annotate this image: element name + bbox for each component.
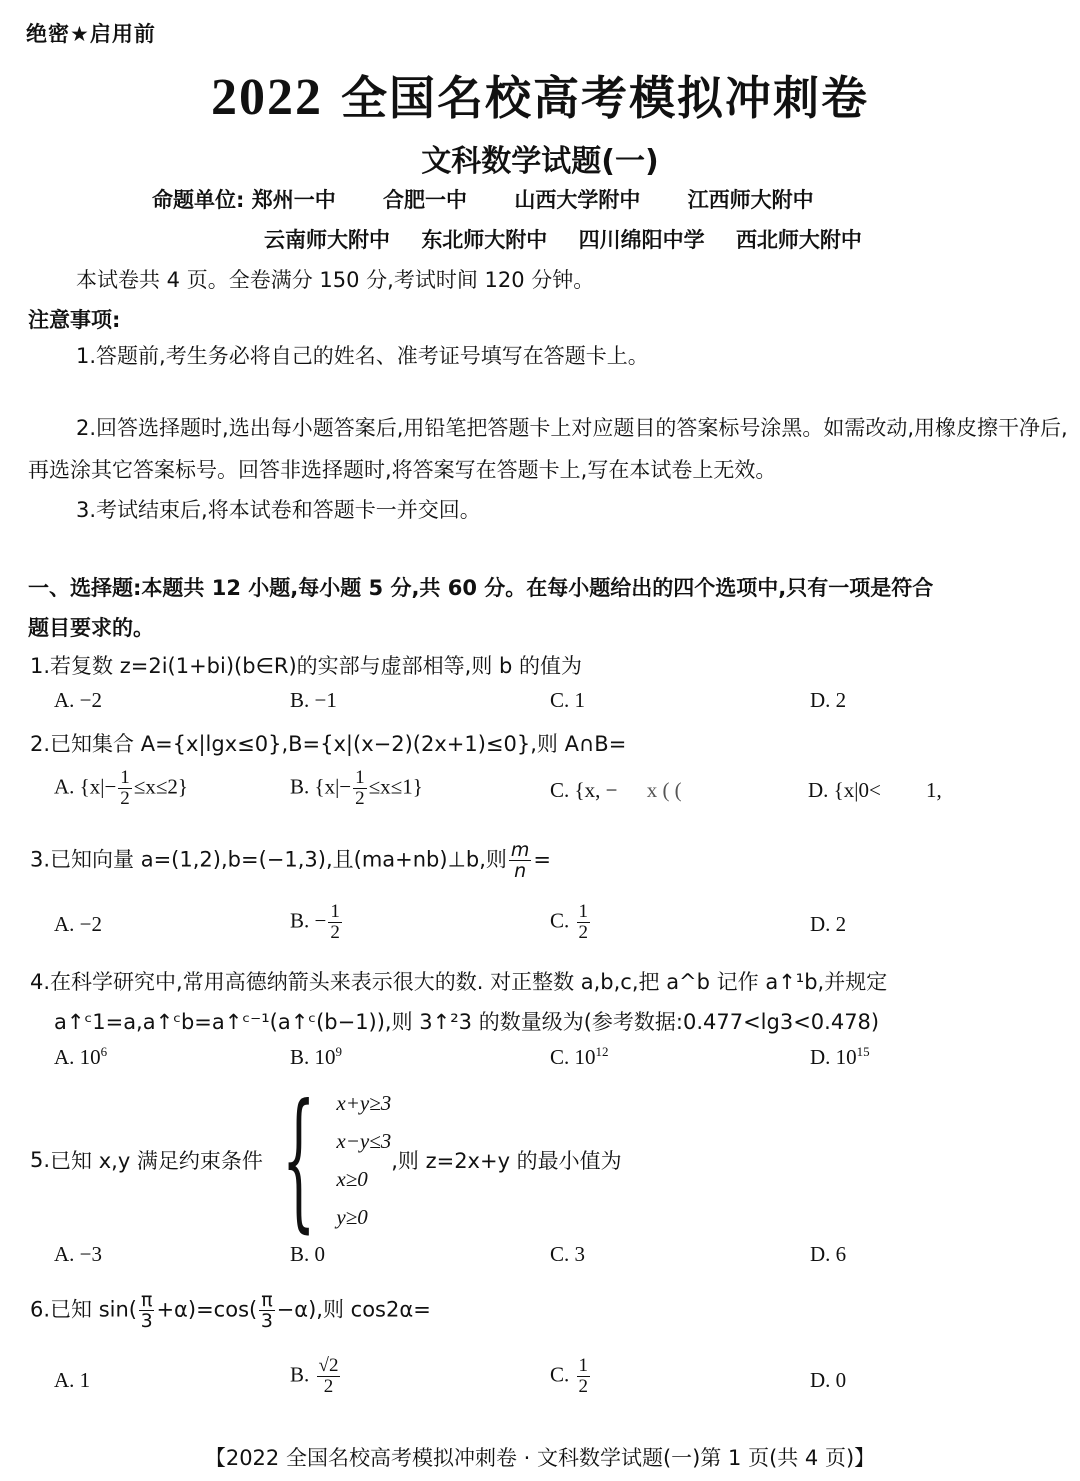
question-number: 3. — [30, 847, 51, 872]
fraction — [328, 902, 342, 943]
fraction — [118, 768, 132, 809]
question-1 — [30, 650, 582, 680]
question-stem: 已知 x,y 满足约束条件 — [50, 1149, 263, 1173]
q6-option-c — [550, 1356, 592, 1397]
author-unit: 西北师大附中 — [735, 228, 862, 252]
q6-option-d: D. 0 — [810, 1368, 847, 1392]
author-unit: 山西大学附中 — [514, 188, 641, 212]
fraction — [577, 1356, 591, 1397]
exam-title — [0, 62, 1080, 128]
numerator: 1 — [330, 901, 340, 922]
question-stem: = — [533, 847, 551, 872]
option-base: 10 — [314, 1045, 336, 1069]
question-number: 5. — [30, 1148, 51, 1172]
author-unit: 合肥一中 — [383, 188, 468, 212]
denominator: n — [514, 860, 527, 882]
question-stem: −α),则 cos2α= — [276, 1297, 431, 1322]
author-unit: 郑州一中 — [251, 188, 336, 212]
question-stem: +α)=cos( — [156, 1297, 258, 1322]
question-stem: ,则 z=2x+y 的最小值为 — [391, 1149, 622, 1173]
fraction — [353, 768, 367, 809]
q5-option-d: D. 6 — [810, 1242, 847, 1266]
q5-option-c: C. 3 — [550, 1242, 586, 1266]
denominator: 2 — [120, 788, 130, 809]
denominator: 2 — [355, 788, 365, 809]
q2-option-a — [54, 768, 188, 809]
q4-option-a — [54, 1044, 107, 1070]
numerator: 1 — [355, 767, 365, 788]
note-item-3: 3.考试结束后,将本试卷和答题卡一并交回。 — [76, 498, 481, 522]
numerator: 1 — [120, 767, 130, 788]
option-exponent: 9 — [335, 1044, 343, 1059]
option-text: D. — [810, 1045, 836, 1069]
exam-intro: 本试卷共 4 页。全卷满分 150 分,考试时间 120 分钟。 — [76, 268, 595, 292]
constraint: x≥0 — [336, 1167, 368, 1191]
q2-option-d — [808, 778, 942, 803]
numerator: m — [510, 839, 530, 861]
q3-option-b — [290, 902, 344, 943]
option-exponent: 15 — [856, 1044, 870, 1059]
q4-option-d — [810, 1044, 870, 1070]
author-unit: 四川绵阳中学 — [578, 228, 705, 252]
q5-option-a: A. −3 — [54, 1242, 103, 1266]
question-2 — [30, 728, 626, 758]
q1-option-a: A. −2 — [54, 688, 103, 712]
option-text: A. {x|− — [54, 774, 117, 799]
numerator: 1 — [578, 901, 589, 922]
question-stem: 若复数 z=2i(1+bi)(b∈R)的实部与虚部相等,则 b 的值为 — [50, 654, 582, 678]
option-text: B. — [290, 1362, 315, 1387]
option-text: B. − — [290, 908, 327, 933]
q6-option-b — [290, 1356, 342, 1397]
denominator: 2 — [578, 1376, 589, 1397]
author-units-row-2 — [264, 224, 886, 254]
q2-option-b — [290, 768, 423, 809]
question-4-line-1 — [30, 966, 887, 996]
question-stem: 已知向量 a=(1,2),b=(−1,3),且(ma+nb)⊥b,则 — [50, 847, 507, 872]
question-5 — [30, 1073, 622, 1247]
author-units-row-1 — [152, 184, 854, 214]
page-footer: 【2022 全国名校高考模拟冲刺卷 · 文科数学试题(一)第 1 页(共 4 页)】 — [204, 1446, 876, 1470]
q3-option-a: A. −2 — [54, 912, 103, 936]
option-text: C. — [550, 908, 575, 933]
option-base: 10 — [835, 1045, 857, 1069]
left-brace: { — [281, 1073, 316, 1247]
q4-option-c — [550, 1044, 609, 1070]
option-text: C. — [550, 1362, 575, 1387]
note-item-1: 1.答题前,考生务必将自己的姓名、准考证号填写在答题卡上。 — [76, 344, 649, 368]
note-item-2: 2.回答选择题时,选出每小题答案后,用铅笔把答题卡上对应题目的答案标号涂黑。如需改动,用橡皮擦干净后,再选涂其它答案标号。回答非选择题时,将答案写在答题卡上,写在本试卷上无效。 — [28, 416, 1068, 482]
question-4-line-2: a↑ᶜ1=a,a↑ᶜb=a↑ᶜ⁻¹(a↑ᶜ(b−1)),则 3↑²3 的数量级为(参考数据:0.477<lg3<0.478) — [54, 1010, 880, 1034]
numerator: π — [141, 1289, 153, 1311]
numerator: 1 — [578, 1355, 589, 1376]
author-unit: 江西师大附中 — [687, 188, 814, 212]
numerator: √2 — [318, 1355, 339, 1376]
option-text-obscured: 1, — [926, 778, 942, 802]
question-stem: 已知 sin( — [50, 1297, 137, 1322]
section-heading-line-2: 题目要求的。 — [28, 616, 154, 640]
option-text: C. — [550, 1045, 575, 1069]
fraction — [577, 902, 591, 943]
constraint: y≥0 — [336, 1205, 368, 1229]
question-stem: 在科学研究中,常用高德纳箭头来表示很大的数. 对正整数 a,b,c,把 a^b 记作 a↑¹b,并规定 — [50, 970, 888, 994]
constraint-system — [336, 1084, 391, 1236]
option-text: ≤x≤1} — [368, 774, 423, 799]
fraction — [509, 840, 532, 881]
q6-option-a: A. 1 — [54, 1368, 91, 1392]
q2-option-c — [550, 778, 682, 803]
denominator: 2 — [330, 922, 340, 943]
question-number: 1. — [30, 654, 51, 678]
fraction — [139, 1290, 154, 1331]
option-text: D. {x|0< — [808, 778, 881, 802]
question-number: 6. — [30, 1297, 51, 1322]
question-number: 2. — [30, 732, 51, 756]
option-base: 10 — [79, 1045, 101, 1069]
denominator: 3 — [260, 1310, 273, 1332]
author-unit: 云南师大附中 — [264, 228, 390, 252]
author-unit: 东北师大附中 — [421, 228, 548, 252]
q3-option-c — [550, 902, 592, 943]
option-text: B. — [290, 1045, 315, 1069]
denominator: 2 — [323, 1376, 334, 1397]
option-text: B. {x|− — [290, 774, 352, 799]
notes-heading: 注意事项: — [28, 308, 121, 332]
exam-title-text: 全国名校高考模拟冲刺卷 — [322, 71, 869, 125]
question-5-body — [30, 1073, 622, 1247]
constraint: x+y≥3 — [336, 1091, 392, 1115]
option-text: C. {x, − — [550, 778, 618, 802]
q1-option-b: B. −1 — [290, 688, 337, 712]
option-exponent: 6 — [100, 1044, 108, 1059]
fraction — [317, 1356, 341, 1397]
q3-option-d: D. 2 — [810, 912, 847, 936]
denominator: 3 — [140, 1310, 153, 1332]
constraint: x−y≤3 — [336, 1129, 392, 1153]
question-6 — [30, 1290, 431, 1331]
question-number: 4. — [30, 970, 51, 994]
option-base: 10 — [574, 1045, 596, 1069]
option-text: ≤x≤2} — [133, 774, 188, 799]
exam-year: 2022 — [210, 69, 323, 126]
q4-option-b — [290, 1044, 342, 1070]
denominator: 2 — [578, 922, 589, 943]
author-units-label: 命题单位: — [152, 188, 245, 212]
fraction — [259, 1290, 274, 1331]
numerator: π — [261, 1289, 273, 1311]
q1-option-d: D. 2 — [810, 688, 847, 712]
option-text: A. — [54, 1045, 80, 1069]
q5-option-b: B. 0 — [290, 1242, 326, 1266]
question-3 — [30, 840, 551, 881]
section-heading-line-1: 一、选择题:本题共 12 小题,每小题 5 分,共 60 分。在每小题给出的四个选项中,只有一项是符合 — [28, 576, 934, 600]
q1-option-c: C. 1 — [550, 688, 586, 712]
confidential-mark: 绝密★启用前 — [26, 22, 156, 46]
option-exponent: 12 — [595, 1044, 609, 1059]
question-stem: 已知集合 A={x|lgx≤0},B={x|(x−2)(2x+1)≤0},则 A∩B= — [50, 732, 627, 756]
option-text-obscured: x ( ( — [646, 778, 682, 802]
exam-subtitle: 文科数学试题(一) — [421, 144, 659, 179]
